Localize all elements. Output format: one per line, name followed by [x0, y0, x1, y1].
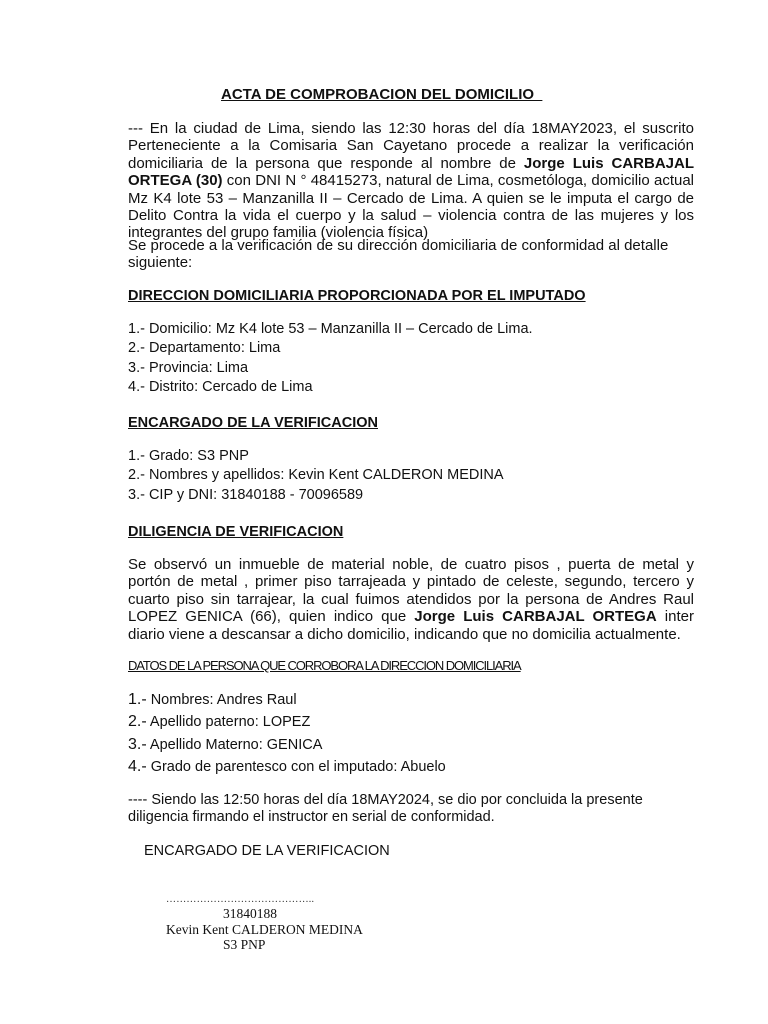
- address-item: 1.- Domicilio: Mz K4 lote 53 – Manzanilla II – Cercado de Lima.: [128, 321, 533, 337]
- intro-paragraph: [128, 120, 694, 242]
- address-item: 3.- Provincia: Lima: [128, 359, 249, 376]
- imputado-name: Jorge Luis CARBAJAL ORTEGA (30): [128, 154, 694, 190]
- signature-rank: S3 PNP: [223, 937, 266, 952]
- signature-cip: 31840188: [223, 906, 277, 921]
- intro-text-2: con DNI N ° 48415273, natural de Lima, cosmetóloga, domicilio actual Mz K4 lote 53 – Manzanilla II – Cercado de Lima. A quien se le imputa el cargo de Delito Contra la vida el cuerpo y la salud – violencia contra de las mujeres y los integrantes del grupo familia (violencia física): [128, 172, 694, 242]
- signature-line: ……………………………………..: [166, 894, 315, 905]
- witness-item: 4.- Grado de parentesco con el imputado: Abuelo: [128, 757, 446, 775]
- witness-list: [128, 689, 446, 778]
- closing-heading: ENCARGADO DE LA VERIFICACION: [144, 843, 390, 859]
- imputado-name-2: Jorge Luis CARBAJAL ORTEGA: [414, 608, 657, 626]
- address-heading: DIRECCION DOMICILIARIA PROPORCIONADA POR EL IMPUTADO: [128, 288, 586, 304]
- document-title: ACTA DE COMPROBACION DEL DOMICILIO: [221, 86, 543, 103]
- intro-text-1: --- En la ciudad de Lima, siendo las 12:30 horas del día 18MAY2023, el suscrito Perteneciente a la Comisaria San Cayetano procede a realizar la verificación domiciliaria de la persona que responde al nombre de: [128, 120, 694, 172]
- witness-item: 3.- Apellido Materno: GENICA: [128, 735, 323, 753]
- officer-heading: ENCARGADO DE LA VERIFICACION: [128, 415, 378, 431]
- diligence-paragraph: [128, 556, 694, 643]
- officer-item: 2.- Nombres y apellidos: Kevin Kent CALDERON MEDINA: [128, 467, 504, 484]
- diligence-text-2: inter diario viene a descansar a dicho domicilio, indicando que no domicilia actualmente.: [128, 608, 694, 643]
- diligence-heading: DILIGENCIA DE VERIFICACION: [128, 524, 344, 540]
- officer-item: 3.- CIP y DNI: 31840188 - 70096589: [128, 486, 364, 503]
- address-item: 2.- Departamento: Lima: [128, 340, 281, 357]
- address-item: 4.- Distrito: Cercado de Lima: [128, 378, 313, 395]
- witness-item: 1.- Nombres: Andres Raul: [128, 691, 297, 708]
- closing-paragraph: ---- Siendo las 12:50 horas del día 18MAY2024, se dio por concluida la presente diligencia firmando el instructor en serial de conformidad.: [128, 792, 643, 825]
- intro-paragraph-2: Se procede a la verificación de su dirección domiciliaria de conformidad al detalle siguiente:: [128, 237, 669, 272]
- officer-item: 1.- Grado: S3 PNP: [128, 448, 249, 464]
- address-list: [128, 320, 533, 397]
- witness-item: 2.- Apellido paterno: LOPEZ: [128, 713, 311, 731]
- diligence-text-1: Se observó un inmueble de material noble, de cuatro pisos , puerta de metal y portón de metal , primer piso tarrajeada y pintado de celeste, segundo, tercero y cuarto piso sin tarrajear, la cual fuimos atendidos por la persona de Andres Raul LOPEZ GENICA (66), quien indico que: [128, 556, 694, 626]
- officer-list: [128, 447, 504, 505]
- signature-name: Kevin Kent CALDERON MEDINA: [166, 922, 363, 937]
- witness-heading: DATOS DE LA PERSONA QUE CORROBORA LA DIRECCION DOMICILIARIA: [128, 658, 521, 673]
